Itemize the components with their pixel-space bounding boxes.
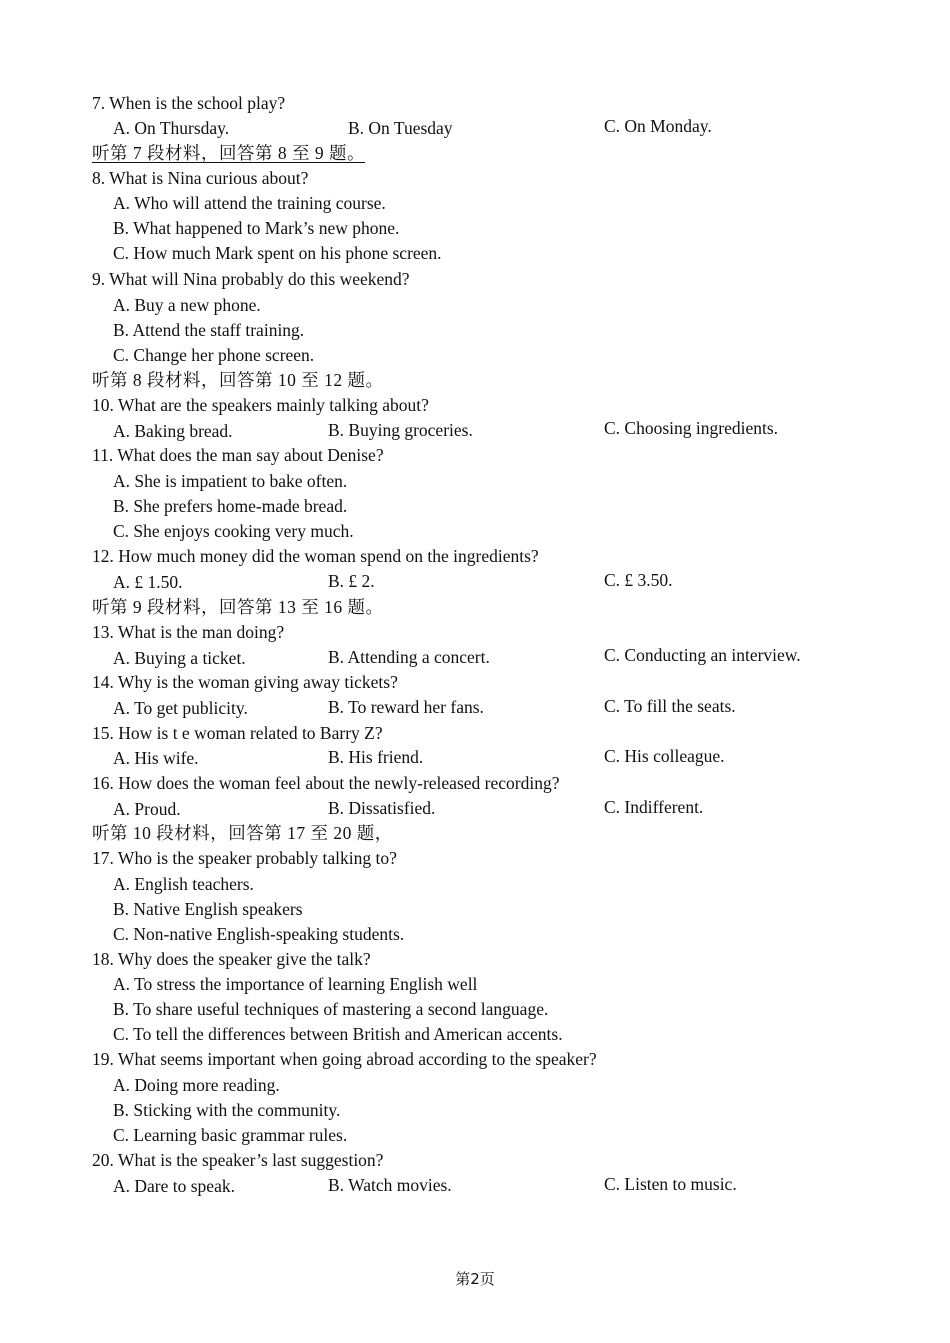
q11-option-a: A. She is impatient to bake often.	[113, 471, 348, 491]
q16-option-a: A. Proud.	[113, 799, 181, 819]
question-14: 14. Why is the woman giving away tickets?	[92, 672, 398, 692]
q19-option-a: A. Doing more reading.	[113, 1075, 280, 1095]
q17-option-c: C. Non-native English-speaking students.	[113, 924, 405, 944]
q13-option-c: C. Conducting an interview.	[604, 645, 801, 665]
q13-option-a: A. Buying a ticket.	[113, 648, 246, 668]
question-18: 18. Why does the speaker give the talk?	[92, 949, 371, 969]
question-20: 20. What is the speaker’s last suggestion?	[92, 1150, 384, 1170]
question-10: 10. What are the speakers mainly talking about?	[92, 395, 429, 415]
q11-option-b: B. She prefers home-made bread.	[113, 496, 348, 516]
question-9: 9. What will Nina probably do this weekend?	[92, 269, 410, 289]
q9-option-a: A. Buy a new phone.	[113, 295, 261, 315]
q15-option-a: A. His wife.	[113, 748, 199, 768]
q16-option-b: B. Dissatisfied.	[328, 798, 436, 818]
q11-option-c: C. She enjoys cooking very much.	[113, 521, 354, 541]
question-11: 11. What does the man say about Denise?	[92, 445, 384, 465]
q7-option-a: A. On Thursday.	[113, 118, 230, 138]
q9-option-c: C. Change her phone screen.	[113, 345, 315, 365]
section-8-instruction: 听第 8 段材料，回答第 10 至 12 题。	[92, 370, 384, 390]
q7-option-c: C. On Monday.	[604, 116, 712, 136]
q8-option-c: C. How much Mark spent on his phone screen.	[113, 243, 442, 263]
q17-option-b: B. Native English speakers	[113, 899, 303, 919]
q20-option-b: B. Watch movies.	[328, 1175, 452, 1195]
question-8: 8. What is Nina curious about?	[92, 168, 309, 188]
q17-option-a: A. English teachers.	[113, 874, 254, 894]
page-number: 第2页	[455, 1270, 495, 1288]
q14-option-a: A. To get publicity.	[113, 698, 248, 718]
q12-option-a: A. £ 1.50.	[113, 572, 183, 592]
q7-option-b: B. On Tuesday	[348, 118, 453, 138]
question-15: 15. How is t e woman related to Barry Z?	[92, 723, 383, 743]
q19-option-b: B. Sticking with the community.	[113, 1100, 341, 1120]
question-16: 16. How does the woman feel about the newly-released recording?	[92, 773, 560, 793]
question-17: 17. Who is the speaker probably talking to?	[92, 848, 397, 868]
q20-option-c: C. Listen to music.	[604, 1174, 737, 1194]
q8-option-b: B. What happened to Mark’s new phone.	[113, 218, 400, 238]
section-10-instruction: 听第 10 段材料，回答第 17 至 20 题，	[92, 823, 393, 843]
q12-option-b: B. £ 2.	[328, 571, 375, 591]
q15-option-c: C. His colleague.	[604, 746, 725, 766]
q10-option-a: A. Baking bread.	[113, 421, 233, 441]
question-19: 19. What seems important when going abroad according to the speaker?	[92, 1049, 597, 1069]
q20-option-a: A. Dare to speak.	[113, 1176, 235, 1196]
q16-option-c: C. Indifferent.	[604, 797, 704, 817]
q14-option-c: C. To fill the seats.	[604, 696, 736, 716]
section-7-instruction: 听第 7 段材料，回答第 8 至 9 题。	[92, 143, 365, 163]
q9-option-b: B. Attend the staff training.	[113, 320, 305, 340]
q18-option-c: C. To tell the differences between British and American accents.	[113, 1024, 563, 1044]
q18-option-b: B. To share useful techniques of mastering a second language.	[113, 999, 549, 1019]
section-9-instruction: 听第 9 段材料，回答第 13 至 16 题。	[92, 597, 384, 617]
question-7: 7. When is the school play?	[92, 93, 286, 113]
q8-option-a: A. Who will attend the training course.	[113, 193, 386, 213]
q15-option-b: B. His friend.	[328, 747, 424, 767]
question-13: 13. What is the man doing?	[92, 622, 285, 642]
q10-option-c: C. Choosing ingredients.	[604, 418, 779, 438]
q13-option-b: B. Attending a concert.	[328, 647, 490, 667]
q12-option-c: C. £ 3.50.	[604, 570, 673, 590]
q10-option-b: B. Buying groceries.	[328, 420, 473, 440]
q18-option-a: A. To stress the importance of learning English well	[113, 974, 478, 994]
q19-option-c: C. Learning basic grammar rules.	[113, 1125, 348, 1145]
q14-option-b: B. To reward her fans.	[328, 697, 484, 717]
question-12: 12. How much money did the woman spend on the ingredients?	[92, 546, 539, 566]
